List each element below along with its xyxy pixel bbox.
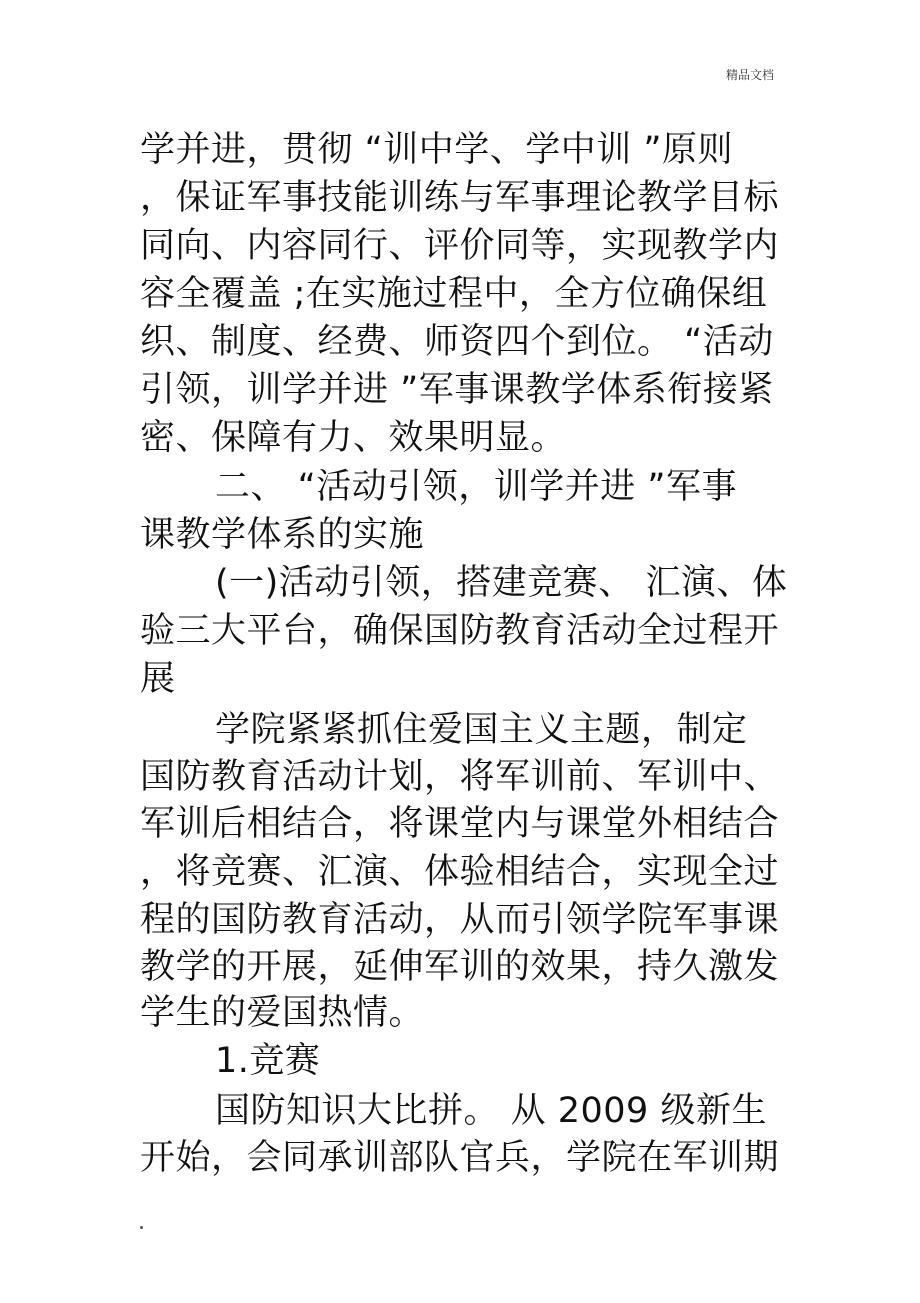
text-line: 国防知识大比拼。 从 2009 级新生 (215, 1091, 767, 1131)
text-line: 学生的爱国热情。 (140, 993, 425, 1033)
subsection-heading: 展 (140, 659, 176, 699)
subsection-heading: (一)活动引领，搭建竞赛、 汇演、体 (215, 563, 788, 603)
section-heading: 课教学体系的实施 (140, 515, 425, 555)
text-line: 引领，训学并进 ”军事课教学体系衔接紧 (140, 370, 774, 410)
text-line: 程的国防教育活动，从而引领学院军事课 (140, 900, 780, 940)
text-line: 学院紧紧抓住爱国主义主题，制定 (215, 710, 748, 750)
text-line: 开始，会同承训部队官兵，学院在军训期 (140, 1138, 780, 1178)
header-tag: 精品文档 (726, 68, 775, 82)
text-line: 密、保障有力、效果明显。 (140, 418, 567, 458)
footer-dot (140, 1226, 143, 1229)
text-line: 军训后相结合，将课堂内与课堂外相结合 (140, 804, 780, 844)
text-line: ，将竞赛、汇演、体验相结合，实现全过 (140, 852, 780, 892)
text-line: 教学的开展，延伸军训的效果，持久激发 (140, 947, 780, 987)
text-line: 同向、内容同行、评价同等，实现教学内 (140, 226, 780, 266)
text-line: ，保证军事技能训练与军事理论教学目标 (140, 178, 780, 218)
text-line: 国防教育活动计划，将军训前、军训中、 (140, 757, 780, 797)
subsection-heading: 验三大平台，确保国防教育活动全过程开 (140, 611, 780, 651)
text-line: 容全覆盖 ;在实施过程中，全方位确保组 (140, 274, 768, 314)
text-line: 织、制度、经费、师资四个到位。 “活动 (140, 322, 774, 362)
text-line: 学并进，贯彻 “训中学、学中训 ”原则 (140, 130, 734, 170)
section-heading: 二、 “活动引领，训学并进 ”军事 (215, 467, 738, 507)
item-heading: 1.竞赛 (215, 1041, 321, 1081)
